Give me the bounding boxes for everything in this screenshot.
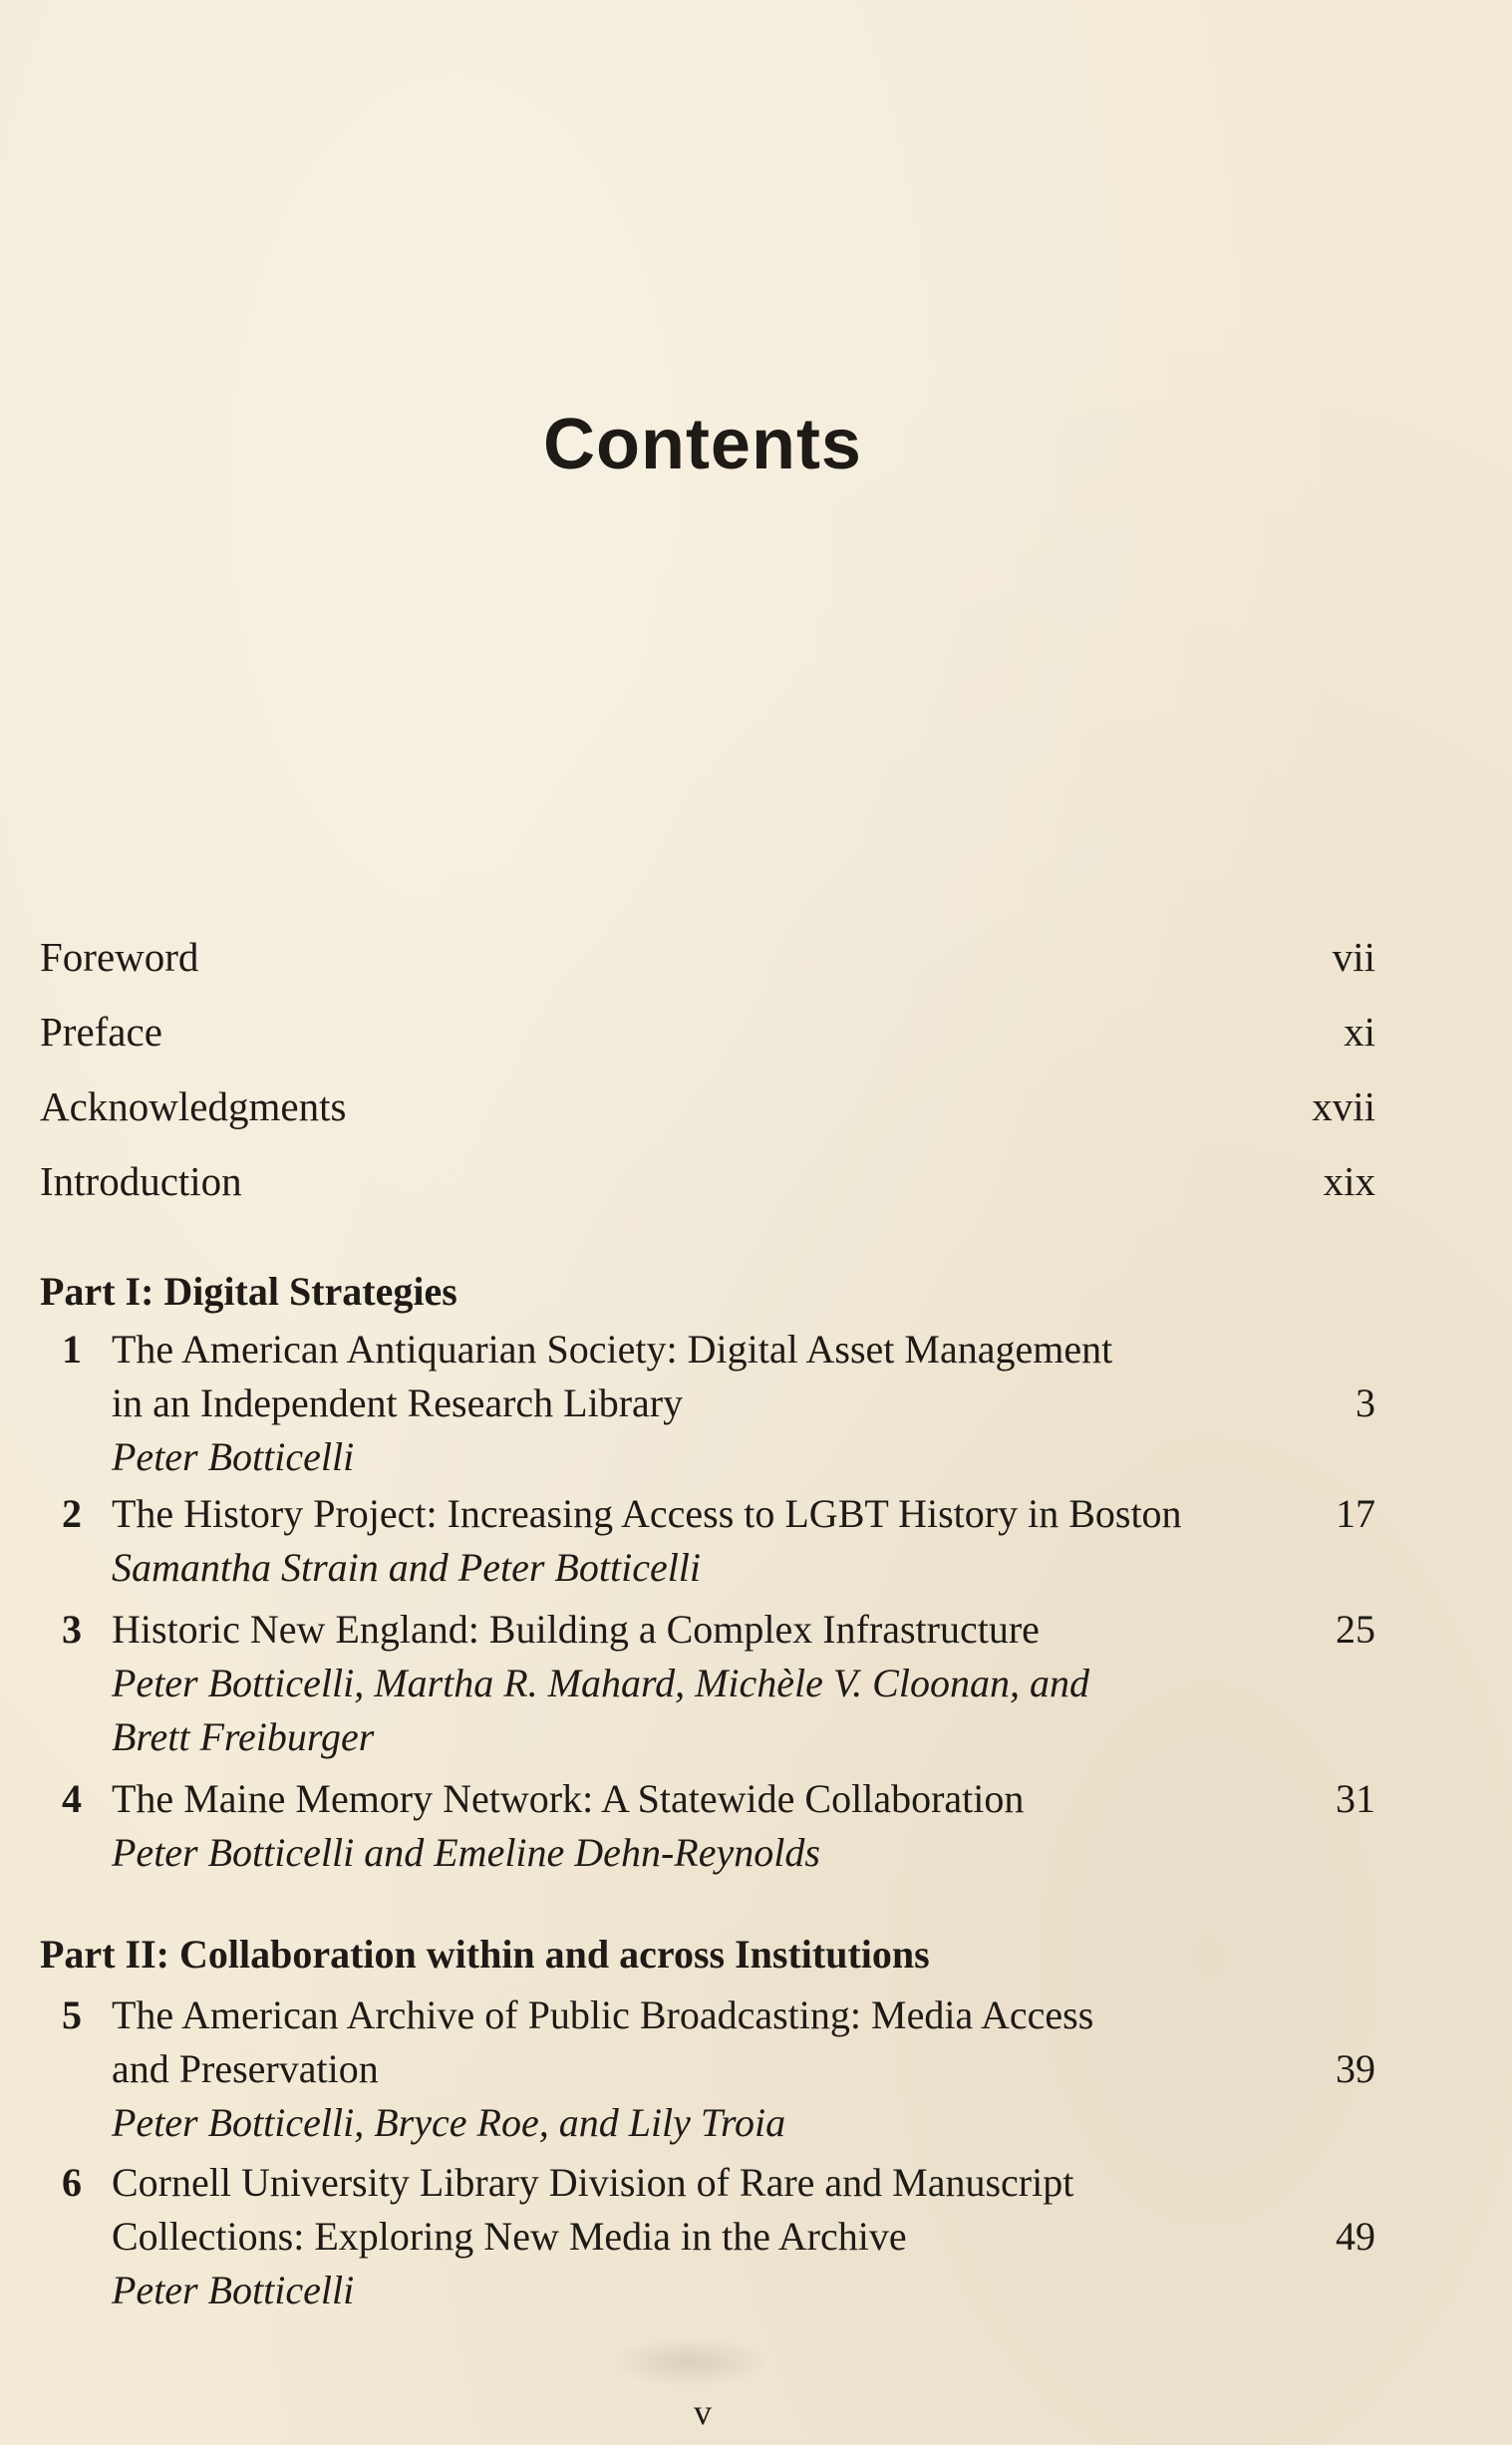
- chapter-authors: Peter Botticelli: [112, 2268, 355, 2312]
- chapter-number: 3: [62, 1607, 82, 1652]
- toc-entry-page: xix: [1323, 1158, 1375, 1204]
- toc-chapter-3: [40, 1603, 1375, 1764]
- page-number: v: [694, 2392, 712, 2432]
- chapter-page: 31: [1336, 1776, 1375, 1821]
- part-heading: Part I: Digital Strategies: [40, 1269, 457, 1314]
- chapter-title-line: The Maine Memory Network: A Statewide Collaboration: [112, 1776, 1025, 1821]
- chapter-number: 2: [62, 1491, 82, 1536]
- chapter-number: 1: [62, 1327, 82, 1372]
- chapter-title-line: and Preservation: [112, 2046, 379, 2091]
- toc-chapter-1: [40, 1323, 1375, 1484]
- chapter-authors: Peter Botticelli: [112, 1434, 355, 1479]
- part-heading: Part II: Collaboration within and across Institutions: [40, 1932, 930, 1977]
- chapter-page: 25: [1336, 1607, 1375, 1652]
- chapter-title-line: in an Independent Research Library: [112, 1380, 684, 1425]
- chapter-number: 4: [62, 1776, 82, 1821]
- chapter-page: 17: [1336, 1491, 1375, 1536]
- chapter-authors: Peter Botticelli, Martha R. Mahard, Michèle V. Cloonan, and: [112, 1661, 1089, 1705]
- chapter-page: 39: [1336, 2046, 1375, 2091]
- chapter-authors: Peter Botticelli, Bryce Roe, and Lily Troia: [112, 2100, 786, 2145]
- toc-entry-acknowledgments: [40, 1076, 1375, 1136]
- toc-entry-page: xvii: [1312, 1083, 1375, 1129]
- toc-entry-title: Preface: [40, 1009, 162, 1055]
- chapter-title-line: The American Archive of Public Broadcasting: Media Access: [112, 1992, 1094, 2037]
- chapter-number: 6: [62, 2160, 82, 2205]
- chapter-page: 3: [1356, 1380, 1375, 1425]
- toc-entry-title: Introduction: [40, 1158, 242, 1204]
- toc-chapter-4: [40, 1772, 1375, 1880]
- chapter-page: 49: [1336, 2214, 1375, 2259]
- toc-entry-title: Foreword: [40, 934, 199, 980]
- toc-entry-introduction: [40, 1151, 1375, 1211]
- toc-chapter-5: [40, 1988, 1375, 2150]
- toc-chapter-6: [40, 2156, 1375, 2317]
- toc-chapter-2: [40, 1487, 1375, 1595]
- chapter-title-line: Historic New England: Building a Complex Infrastructure: [112, 1607, 1040, 1652]
- chapter-title-line: Collections: Exploring New Media in the Archive: [112, 2214, 907, 2259]
- chapter-title-line: The American Antiquarian Society: Digital Asset Management: [112, 1327, 1113, 1372]
- chapter-authors: Peter Botticelli and Emeline Dehn-Reynolds: [112, 1830, 820, 1875]
- chapter-title-line: Cornell University Library Division of Rare and Manuscript: [112, 2160, 1074, 2205]
- toc-entry-preface: [40, 1002, 1375, 1062]
- chapter-authors: Samantha Strain and Peter Botticelli: [112, 1545, 702, 1590]
- toc-entry-page: xi: [1344, 1009, 1375, 1055]
- toc-entry-foreword: [40, 927, 1375, 987]
- page-title: Contents: [543, 405, 862, 484]
- chapter-authors: Brett Freiburger: [112, 1714, 375, 1759]
- page-smudge: [608, 2337, 767, 2387]
- chapter-title-line: The History Project: Increasing Access to LGBT History in Boston: [112, 1491, 1182, 1536]
- toc-entry-page: vii: [1332, 934, 1375, 980]
- toc-entry-title: Acknowledgments: [40, 1083, 347, 1129]
- chapter-number: 5: [62, 1992, 82, 2037]
